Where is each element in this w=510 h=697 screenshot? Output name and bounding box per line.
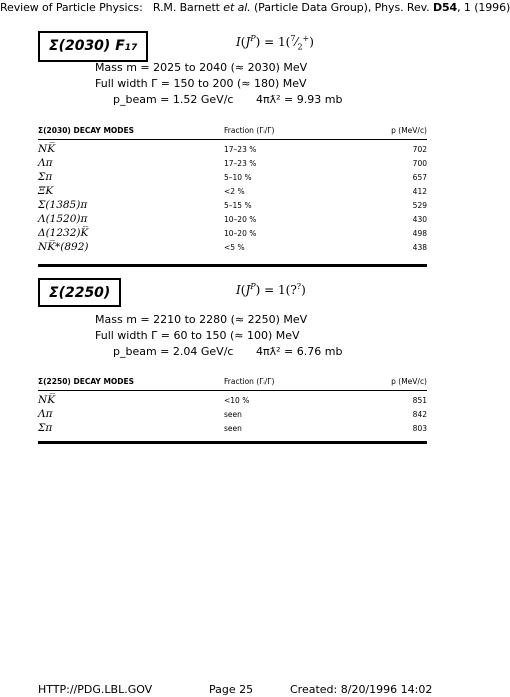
page-year: , 1 (1996): [457, 1, 510, 14]
decay-fraction: <5 %: [224, 243, 245, 252]
decay-table-title: Σ(2030) DECAY MODES: [38, 126, 135, 135]
decay-mode: Σπ: [38, 171, 53, 183]
decay-fraction: seen: [224, 410, 242, 419]
decay-momentum: 803: [412, 424, 427, 433]
table-row: [38, 157, 427, 168]
volume: D54: [432, 1, 458, 14]
particle-name: Σ(2250): [49, 285, 111, 301]
decay-mode: Λ(1520)π: [38, 213, 88, 225]
decay-momentum: 657: [412, 173, 427, 182]
partial-wave-sub: 17: [124, 43, 138, 53]
decay-mode: NK̅: [38, 143, 56, 155]
footer-created: Created: 8/20/1996 14:02: [290, 683, 433, 696]
decay-momentum: 438: [412, 243, 427, 252]
table-row: [38, 171, 427, 182]
table-row: [38, 408, 427, 419]
table-header-rule: [38, 390, 427, 391]
decay-fraction: <10 %: [224, 396, 250, 405]
decay-fraction: 5–10 %: [224, 173, 252, 182]
et-al: et al.: [223, 1, 251, 14]
fraction-column-header: Fraction (Γᵢ/Γ): [224, 126, 275, 135]
section-divider: [38, 264, 427, 267]
p-column-header: p (MeV/c): [391, 126, 427, 135]
decay-fraction: 10–20 %: [224, 215, 257, 224]
journal-label: Review of Particle Physics:: [0, 1, 143, 14]
decay-momentum: 412: [412, 187, 427, 196]
quantum-numbers: $I(J^P)$ = 1(??): [236, 282, 306, 297]
table-row: [38, 241, 427, 252]
decay-fraction: 17–23 %: [224, 145, 257, 154]
decay-momentum: 702: [412, 145, 427, 154]
partial-wave: F: [115, 38, 125, 54]
table-row: [38, 185, 427, 196]
decay-fraction: 17–23 %: [224, 159, 257, 168]
decay-mode: NK̅*(892): [38, 241, 89, 253]
table-row: [38, 227, 427, 238]
decay-fraction: <2 %: [224, 187, 245, 196]
table-row: [38, 394, 427, 405]
decay-mode: Λπ: [38, 408, 53, 420]
full-width: Full width Γ = 150 to 200 (≈ 180) MeV: [95, 77, 307, 90]
decay-momentum: 498: [412, 229, 427, 238]
collaboration: (Particle Data Group), Phys. Rev.: [253, 1, 430, 14]
table-header-rule: [38, 139, 427, 140]
cross-section: 4πƛ² = 6.76 mb: [256, 345, 343, 358]
decay-momentum: 851: [412, 396, 427, 405]
footer-page: Page 25: [209, 683, 254, 696]
decay-mode: Λπ: [38, 157, 53, 169]
decay-fraction: 5–15 %: [224, 201, 252, 210]
running-header: [0, 1, 510, 14]
decay-fraction: seen: [224, 424, 242, 433]
decay-momentum: 700: [412, 159, 427, 168]
full-width: Full width Γ = 60 to 150 (≈ 100) MeV: [95, 329, 300, 342]
decay-mode: Δ(1232)K̅: [38, 227, 89, 239]
decay-mode: NK̅: [38, 394, 56, 406]
mass: Mass m = 2025 to 2040 (≈ 2030) MeV: [95, 61, 308, 74]
mass: Mass m = 2210 to 2280 (≈ 2250) MeV: [95, 313, 308, 326]
decay-momentum: 529: [412, 201, 427, 210]
beam-momentum: p_beam = 1.52 GeV/c: [113, 93, 234, 106]
decay-momentum: 842: [412, 410, 427, 419]
decay-fraction: 10–20 %: [224, 229, 257, 238]
quantum-numbers: $I(J^P)$ = $1(^7⁄_2^+)$: [236, 34, 314, 52]
table-row: [38, 213, 427, 224]
table-row: [38, 199, 427, 210]
cross-section: 4πƛ² = 9.93 mb: [256, 93, 343, 106]
p-column-header: p (MeV/c): [391, 377, 427, 386]
decay-momentum: 430: [412, 215, 427, 224]
decay-mode: ΞK: [38, 185, 54, 197]
footer-url[interactable]: HTTP://PDG.LBL.GOV: [38, 683, 153, 696]
particle-title-box: [38, 31, 148, 62]
particle-name: Σ(2030): [49, 38, 111, 54]
fraction-column-header: Fraction (Γᵢ/Γ): [224, 377, 275, 386]
particle-title-box: [38, 278, 121, 307]
decay-table-title: Σ(2250) DECAY MODES: [38, 377, 135, 386]
decay-mode: Σπ: [38, 422, 53, 434]
table-row: [38, 143, 427, 154]
table-row: [38, 422, 427, 433]
decay-mode: Σ(1385)π: [38, 199, 88, 211]
section-divider: [38, 441, 427, 444]
authors: R.M. Barnett: [152, 1, 220, 14]
beam-momentum: p_beam = 2.04 GeV/c: [113, 345, 234, 358]
